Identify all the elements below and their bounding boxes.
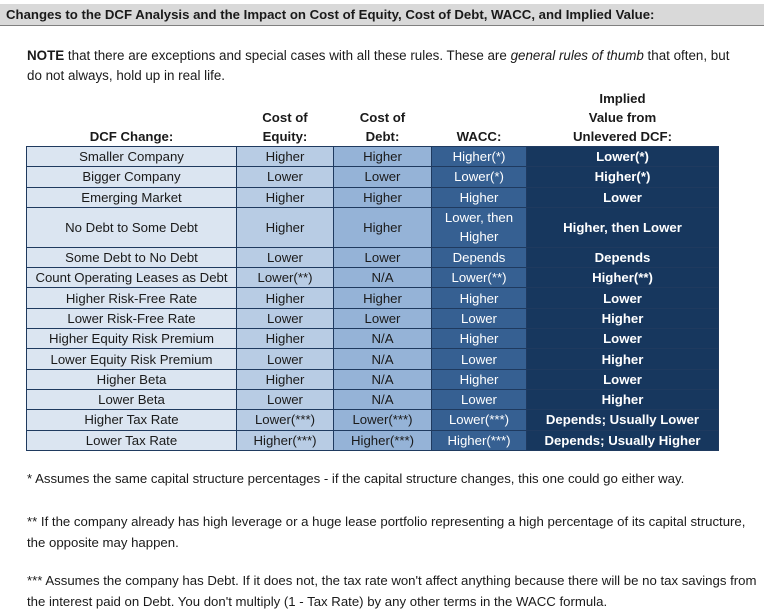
cell-implied-value: Depends; Usually Lower	[527, 410, 719, 430]
cell-cost-of-debt: N/A	[334, 349, 432, 369]
cell-wacc-line1: Lower, then	[444, 210, 514, 226]
cell-wacc: Lower(***)	[432, 410, 527, 430]
cell-wacc: Lower(**)	[432, 268, 527, 288]
cell-dcf-change: Lower Risk-Free Rate	[27, 308, 237, 328]
cell-wacc-line2: Higher	[459, 229, 499, 245]
header-wacc: WACC:	[456, 129, 502, 144]
cell-dcf-change: Lower Equity Risk Premium	[27, 349, 237, 369]
cell-dcf-change: Lower Beta	[27, 389, 237, 409]
note-paragraph	[27, 46, 747, 86]
cell-wacc: Higher	[432, 329, 527, 349]
header-debt-line2: Debt:	[365, 129, 400, 144]
cell-implied-value: Higher(*)	[527, 167, 719, 187]
cell-wacc: Higher	[432, 288, 527, 308]
cell-cost-of-equity: Higher	[237, 288, 334, 308]
table-row	[27, 247, 719, 267]
cell-wacc: Lower	[432, 349, 527, 369]
cell-wacc: Higher	[432, 369, 527, 389]
cell-cost-of-debt: N/A	[334, 268, 432, 288]
cell-dcf-change: No Debt to Some Debt	[27, 207, 237, 247]
header-equity-line2: Equity:	[262, 129, 308, 144]
cell-dcf-change: Bigger Company	[27, 167, 237, 187]
footnote-one: * Assumes the same capital structure percentages - if the capital structure changes, this one could go either way.	[27, 471, 685, 486]
cell-cost-of-equity: Higher	[237, 187, 334, 207]
cell-cost-of-debt: Lower	[334, 247, 432, 267]
cell-cost-of-equity: Lower	[237, 389, 334, 409]
cell-cost-of-equity: Higher(***)	[237, 430, 334, 450]
cell-cost-of-debt: Higher(***)	[334, 430, 432, 450]
table-row	[27, 268, 719, 288]
table-row	[27, 167, 719, 187]
note-text-1: that there are exceptions and special cases with all these rules. These are	[64, 48, 511, 63]
page-title: Changes to the DCF Analysis and the Impact on Cost of Equity, Cost of Debt, WACC, and Implied Value:	[0, 4, 764, 26]
cell-cost-of-debt: Lower	[334, 308, 432, 328]
table-row	[27, 349, 719, 369]
cell-wacc: Lower(*)	[432, 167, 527, 187]
cell-cost-of-equity: Lower	[237, 247, 334, 267]
cell-cost-of-equity: Lower	[237, 308, 334, 328]
cell-cost-of-debt: Higher	[334, 187, 432, 207]
note-emphasis: general rules of thumb	[510, 48, 644, 63]
cell-cost-of-debt: Higher	[334, 207, 432, 247]
cell-cost-of-debt: Higher	[334, 288, 432, 308]
cell-wacc: Higher(***)	[432, 430, 527, 450]
cell-dcf-change: Smaller Company	[27, 147, 237, 167]
cell-cost-of-equity: Higher	[237, 147, 334, 167]
table-row	[27, 308, 719, 328]
table-row	[27, 288, 719, 308]
note-text-2: that often, but do not always, hold up in real life.	[27, 48, 730, 83]
header-dcf-change: DCF Change:	[89, 129, 174, 144]
cell-cost-of-debt: Lower(***)	[334, 410, 432, 430]
dcf-impact-table	[26, 88, 719, 451]
cell-implied-value: Depends	[527, 247, 719, 267]
cell-wacc: Depends	[432, 247, 527, 267]
header-value-line2: Value from	[588, 110, 657, 125]
cell-dcf-change: Higher Beta	[27, 369, 237, 389]
cell-dcf-change: Some Debt to No Debt	[27, 247, 237, 267]
note-label: NOTE	[27, 48, 65, 63]
cell-implied-value: Lower	[527, 187, 719, 207]
table-row	[27, 410, 719, 430]
header-cost-of-equity	[237, 88, 334, 147]
cell-wacc	[432, 207, 527, 247]
cell-implied-value: Higher	[527, 349, 719, 369]
table-row	[27, 369, 719, 389]
cell-cost-of-debt: Lower	[334, 167, 432, 187]
cell-wacc: Lower	[432, 308, 527, 328]
cell-dcf-change: Higher Tax Rate	[27, 410, 237, 430]
cell-implied-value: Higher	[527, 308, 719, 328]
cell-cost-of-equity: Lower	[237, 167, 334, 187]
cell-wacc: Lower	[432, 389, 527, 409]
cell-wacc: Higher(*)	[432, 147, 527, 167]
cell-dcf-change: Lower Tax Rate	[27, 430, 237, 450]
cell-implied-value: Lower(*)	[527, 147, 719, 167]
cell-cost-of-equity: Lower(***)	[237, 410, 334, 430]
header-equity-line1: Cost of	[262, 110, 308, 125]
cell-implied-value: Lower	[527, 288, 719, 308]
cell-implied-value: Lower	[527, 329, 719, 349]
cell-cost-of-equity: Lower(**)	[237, 268, 334, 288]
cell-implied-value: Depends; Usually Higher	[527, 430, 719, 450]
cell-cost-of-debt: N/A	[334, 389, 432, 409]
cell-cost-of-equity: Lower	[237, 349, 334, 369]
header-cost-of-debt	[334, 88, 432, 147]
table-row	[27, 430, 719, 450]
header-value-line3: Unlevered DCF:	[573, 129, 672, 144]
cell-dcf-change: Higher Equity Risk Premium	[27, 329, 237, 349]
cell-dcf-change: Count Operating Leases as Debt	[27, 268, 237, 288]
footnote-two: ** If the company already has high leverage or a huge lease portfolio representing a high percentage of its capital structure, the opposite may happen.	[27, 514, 746, 550]
table-row	[27, 389, 719, 409]
cell-cost-of-equity: Higher	[237, 329, 334, 349]
cell-cost-of-debt: Higher	[334, 147, 432, 167]
cell-cost-of-debt: N/A	[334, 369, 432, 389]
cell-implied-value: Higher	[527, 389, 719, 409]
cell-dcf-change: Higher Risk-Free Rate	[27, 288, 237, 308]
table-header-row	[27, 88, 719, 147]
cell-dcf-change: Emerging Market	[27, 187, 237, 207]
table-row	[27, 329, 719, 349]
table-row	[27, 207, 719, 247]
cell-cost-of-debt: N/A	[334, 329, 432, 349]
header-implied-value	[527, 88, 719, 147]
cell-cost-of-equity: Higher	[237, 369, 334, 389]
header-value-line1: Implied	[599, 91, 646, 106]
header-debt-line1: Cost of	[359, 110, 406, 125]
cell-implied-value: Higher, then Lower	[527, 207, 719, 247]
cell-implied-value: Higher(**)	[527, 268, 719, 288]
footnote-three: *** Assumes the company has Debt. If it does not, the tax rate won't affect anything because there will be no tax savings from the interest paid on Debt. You don't multiply (1 - Tax Rate) by any other terms in the WACC formula.	[27, 573, 757, 609]
cell-cost-of-equity: Higher	[237, 207, 334, 247]
cell-wacc: Higher	[432, 187, 527, 207]
cell-implied-value: Lower	[527, 369, 719, 389]
table-row	[27, 147, 719, 167]
table-row	[27, 187, 719, 207]
